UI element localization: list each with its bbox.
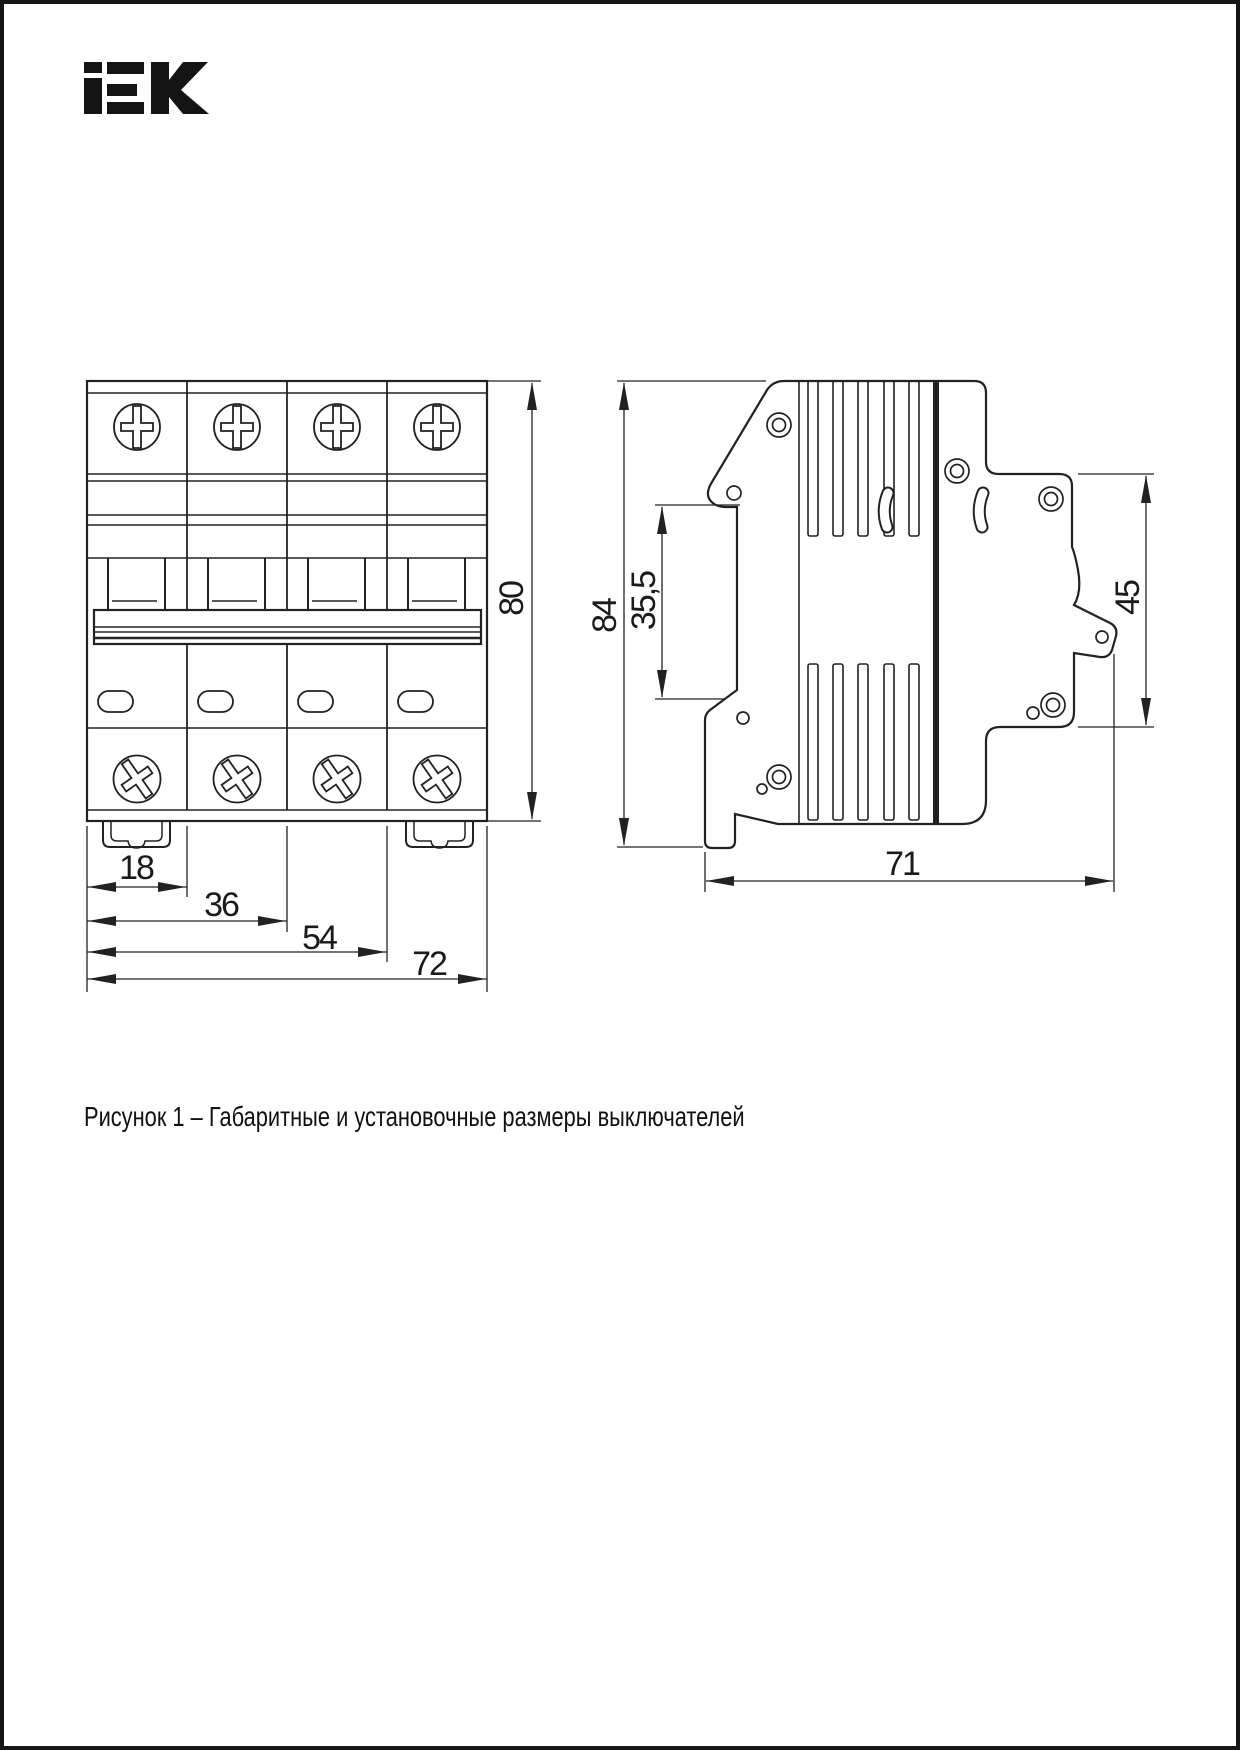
side-view-dimension-arrows [619, 382, 1151, 886]
technical-drawing [4, 4, 1240, 1750]
dim-label-side-height: 84 [586, 599, 624, 633]
front-pole-dividers [187, 381, 387, 810]
dim-label-front-height: 80 [493, 582, 531, 616]
front-din-clips [103, 822, 473, 848]
front-view-drawing [87, 381, 487, 848]
side-cooling-fins-bottom [808, 664, 919, 820]
dim-label-depth: 71 [885, 845, 919, 883]
dim-label-width-three-poles: 54 [302, 919, 336, 957]
front-view-dimension-lines [87, 381, 541, 992]
front-view-dimension-arrows [88, 382, 537, 984]
front-indicator-windows [98, 691, 433, 712]
dim-label-pole-width: 18 [119, 849, 153, 887]
side-front-tab-hole [1096, 631, 1108, 643]
side-fin-back-wall [933, 381, 939, 824]
side-rivets [727, 413, 1065, 794]
figure-caption: Рисунок 1 – Габаритные и установочные размеры выключателей [84, 1101, 745, 1132]
side-view-drawing [705, 381, 1116, 848]
side-view-dimension-lines [617, 381, 1154, 892]
front-handle-tie-bar [94, 610, 481, 644]
dim-label-width-two-poles: 36 [204, 886, 238, 924]
dim-label-din-rail-offset: 35,5 [625, 571, 663, 631]
dim-label-front-face-height: 45 [1109, 581, 1147, 615]
side-cooling-fins-top [808, 381, 919, 536]
dim-label-width-total: 72 [412, 945, 446, 983]
